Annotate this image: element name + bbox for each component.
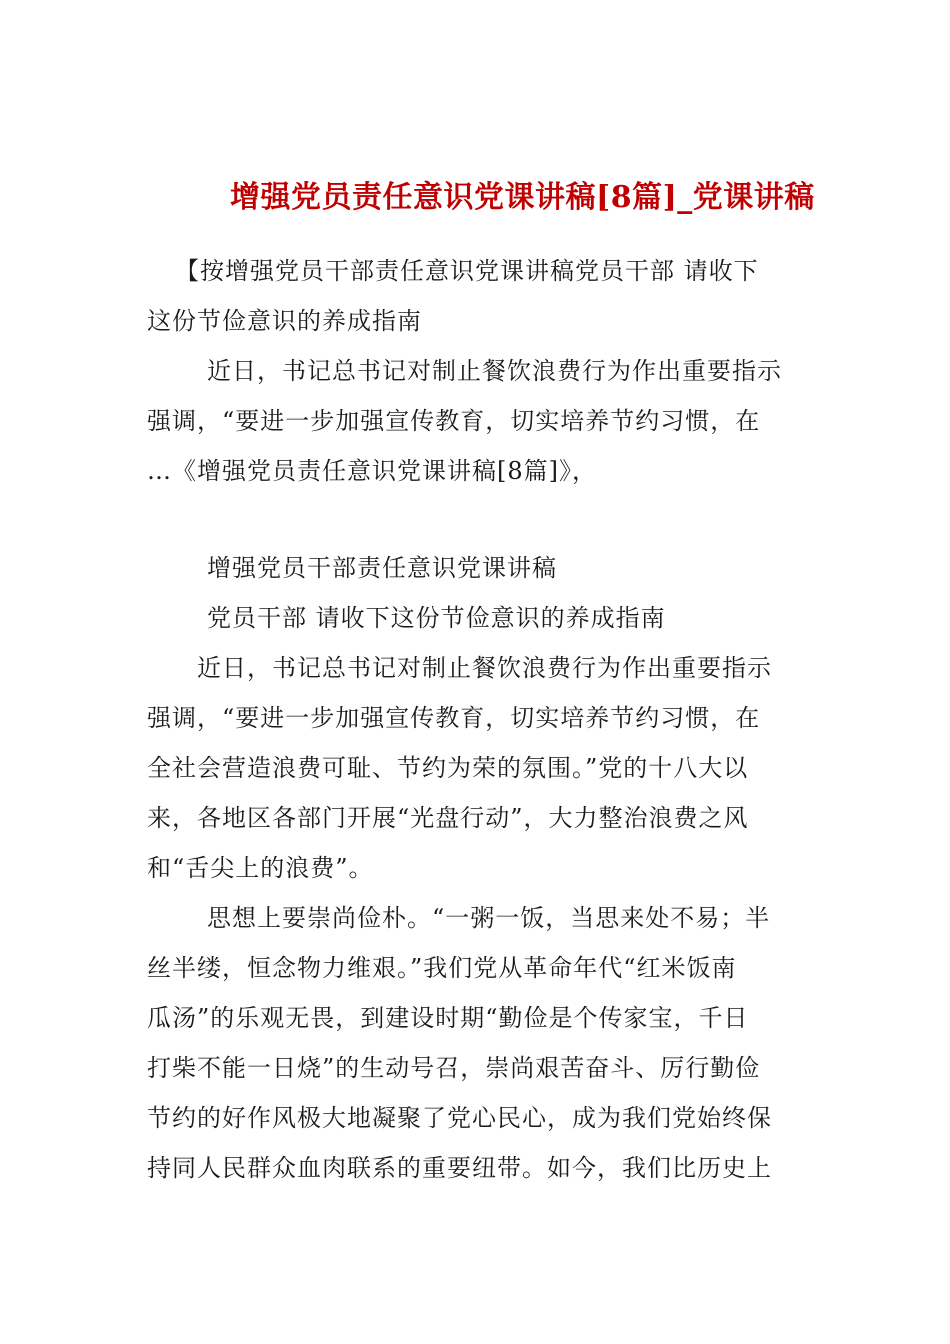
body-line: 节约的好作风极大地凝聚了党心民心，成为我们党始终保 bbox=[147, 1104, 772, 1132]
section-heading-block bbox=[147, 543, 797, 643]
body-line: 来，各地区各部门开展“光盘行动”，大力整治浪费之风 bbox=[147, 804, 749, 832]
body-line: 思想上要崇尚俭朴。“一粥一饭，当思来处不易；半 bbox=[207, 904, 771, 932]
body-line: 持同人民群众血肉联系的重要纽带。如今，我们比历史上 bbox=[147, 1154, 772, 1182]
body-line: 瓜汤”的乐观无畏，到建设时期“勤俭是个传家宝，千日 bbox=[147, 1004, 749, 1032]
summary-line: 这份节俭意识的养成指南 bbox=[147, 307, 422, 335]
summary-line: …《增强党员责任意识党课讲稿[8篇]》， bbox=[147, 457, 597, 485]
body-paragraph-1 bbox=[147, 643, 797, 893]
body-line: 强调，“要进一步加强宣传教育，切实培养节约习惯，在 bbox=[147, 704, 761, 732]
summary-line: 强调，“要进一步加强宣传教育，切实培养节约习惯，在 bbox=[147, 407, 761, 435]
body-line: 和“舌尖上的浪费”。 bbox=[147, 854, 374, 882]
body-line: 全社会营造浪费可耻、节约为荣的氛围。”党的十八大以 bbox=[147, 754, 749, 782]
body-paragraph-2 bbox=[147, 893, 797, 1193]
summary-line: 【按增强党员干部责任意识党课讲稿党员干部 请收下 bbox=[175, 257, 759, 285]
document-title: 增强党员责任意识党课讲稿[8篇]_党课讲稿 bbox=[230, 180, 815, 215]
summary-paragraph bbox=[147, 246, 797, 496]
section-subheading: 党员干部 请收下这份节俭意识的养成指南 bbox=[207, 604, 666, 632]
body-line: 打柴不能一日烧”的生动号召，崇尚艰苦奋斗、厉行勤俭 bbox=[147, 1054, 761, 1082]
body-line: 丝半缕，恒念物力维艰。”我们党从革命年代“红米饭南 bbox=[147, 954, 737, 982]
summary-line: 近日，书记总书记对制止餐饮浪费行为作出重要指示 bbox=[207, 357, 782, 385]
section-heading: 增强党员干部责任意识党课讲稿 bbox=[207, 554, 557, 582]
body-line: 近日，书记总书记对制止餐饮浪费行为作出重要指示 bbox=[197, 654, 772, 682]
